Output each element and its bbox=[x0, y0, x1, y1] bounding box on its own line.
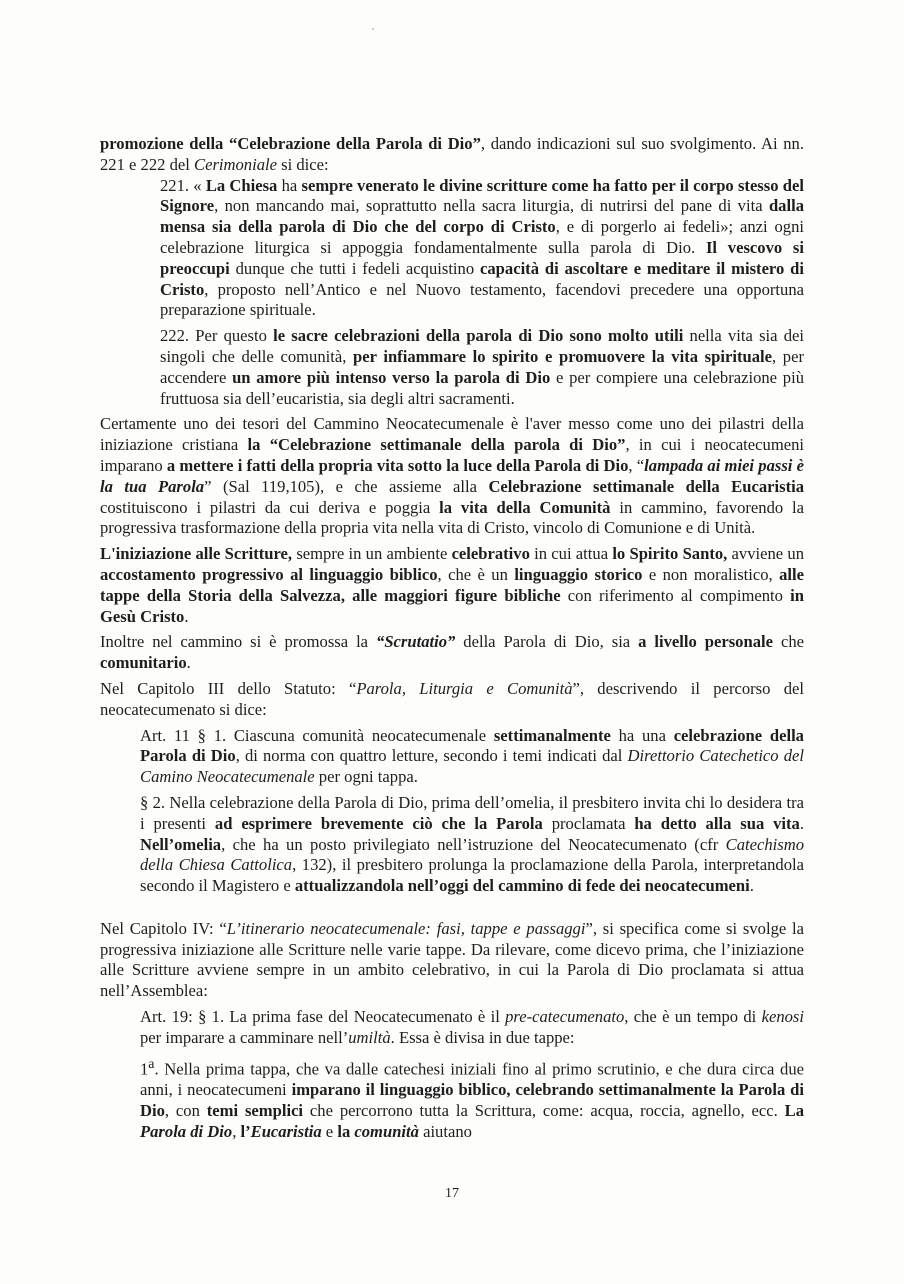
text-run: Cerimoniale bbox=[194, 154, 277, 174]
text-run: . Nella prima tappa, che va dalle catechesi iniziali fino al primo scrutinio, e che dura circa due anni, i neocatecumeni bbox=[140, 1059, 804, 1099]
text-run: § 2. Nella celebrazione della Parola di Dio, prima dell’omelia, il presbitero invita chi lo desidera tra i presenti bbox=[140, 792, 804, 833]
text-run: ”, descrivendo il percorso del neocatecumenato si dice: bbox=[100, 678, 804, 719]
text-run: ad esprimere brevemente ciò che la Parola bbox=[214, 813, 543, 833]
quote-prima-tappa bbox=[140, 1054, 804, 1143]
text-run: a livello personale bbox=[638, 632, 773, 652]
text-run: , non mancando mai, soprattutto nella sacra liturgia, di nutrirsi del pane di vita bbox=[214, 196, 769, 216]
text-run: Parola di Dio bbox=[140, 1121, 233, 1141]
text-run: kenosi bbox=[761, 1007, 804, 1027]
text-run: Certamente uno dei tesori del Cammino Neocatecumenale è l'aver messo come uno dei pilastri della iniziazione cristiana bbox=[100, 414, 804, 455]
text-run: , proposto nell’Antico e nel Nuovo testamento, facendovi precedere una opportuna preparazione spirituale. bbox=[160, 279, 804, 320]
text-run: . bbox=[799, 813, 805, 833]
text-run: costituiscono i pilastri da cui deriva e poggia bbox=[100, 497, 440, 517]
text-run: le sacre celebrazioni della parola di Dio sono molto utili bbox=[273, 326, 684, 346]
text-run: sempre venerato le divine scritture come ha fatto per il corpo stesso del Signore bbox=[160, 175, 804, 216]
text-run: l’ bbox=[240, 1121, 251, 1141]
text-run: lampada ai miei passi è la tua Parola bbox=[100, 455, 804, 496]
paragraph-iniziazione bbox=[100, 544, 804, 627]
text-run: linguaggio storico bbox=[514, 564, 643, 584]
text-run: Art. 11 § 1. Ciascuna comunità neocatecumenale bbox=[140, 725, 494, 745]
text-run: si dice: bbox=[276, 154, 329, 174]
text-run: per ogni tappa. bbox=[314, 767, 418, 787]
text-run: la “Celebrazione settimanale della parola di Dio” bbox=[247, 435, 626, 455]
text-run: Art. 19: § 1. La prima fase del Neocatecumenato è il bbox=[140, 1007, 506, 1027]
text-run: un amore più intenso verso la parola di Dio bbox=[232, 367, 551, 387]
text-run: la vita della Comunità bbox=[439, 497, 611, 517]
text-run: capacità di ascoltare e meditare il mistero di Cristo bbox=[160, 258, 804, 299]
text-run: proclamata bbox=[542, 813, 635, 833]
paragraph-scrutatio bbox=[100, 632, 804, 674]
text-run: Direttorio Catechetico del Camino Neocatecumenale bbox=[140, 746, 804, 787]
text-run: ha una bbox=[610, 725, 674, 745]
text-run: , di norma con quattro letture, secondo i temi indicati dal bbox=[235, 746, 628, 766]
text-run: settimanalmente bbox=[493, 725, 611, 745]
text-run: accostamento progressivo al linguaggio biblico bbox=[100, 564, 438, 584]
paragraph-celebrazione bbox=[100, 414, 804, 539]
text-run: , “ bbox=[628, 455, 645, 475]
text-run: Nell’omelia bbox=[140, 834, 222, 854]
text-run: e bbox=[321, 1121, 338, 1141]
text-run: , 132), il presbitero prolunga la proclamazione della Parola, interpretandola secondo il Magistero e bbox=[140, 855, 804, 896]
text-run: imparano il linguaggio biblico, celebrando settimanalmente la Parola di Dio bbox=[140, 1080, 805, 1120]
text-run: avviene un bbox=[727, 544, 804, 564]
quote-art-11 bbox=[140, 726, 804, 788]
text-run: dalla mensa sia della parola di Dio che del corpo di Cristo bbox=[160, 196, 804, 237]
text-run: Catechismo della Chiesa Cattolica bbox=[140, 834, 804, 875]
text-run: , in cui i neocatecumeni imparano bbox=[100, 435, 805, 475]
text-run: L’itinerario neocatecumenale: fasi, tappe e passaggi bbox=[226, 918, 586, 938]
quote-art-19 bbox=[140, 1007, 804, 1049]
text-run: ha detto alla sua vita bbox=[634, 813, 800, 833]
text-run: , dando indicazioni sul suo svolgimento. Ai nn. 221 e 222 del bbox=[100, 134, 804, 174]
scan-speck bbox=[372, 28, 374, 30]
text-run: . Essa è divisa in due tappe: bbox=[390, 1027, 575, 1047]
quote-221 bbox=[160, 176, 804, 322]
text-run: in cui attua bbox=[529, 544, 613, 564]
text-run: lo Spirito Santo, bbox=[612, 544, 728, 564]
text-run: che percorrono tutta la Scrittura, come: acqua, roccia, agnello, ecc. bbox=[303, 1100, 785, 1120]
text-run: , che è un bbox=[437, 564, 515, 584]
text-run: a bbox=[148, 1055, 155, 1071]
text-run: , bbox=[232, 1121, 241, 1141]
text-run: sempre in un ambiente bbox=[292, 544, 452, 564]
paragraph-capitolo-iii bbox=[100, 679, 804, 721]
text-run: La bbox=[784, 1100, 804, 1120]
text-run: la bbox=[337, 1121, 355, 1141]
text-run: 222. Per questo bbox=[160, 326, 274, 346]
text-run: comunità bbox=[354, 1121, 419, 1141]
text-run: in Gesù Cristo bbox=[100, 585, 804, 626]
text-run: ” (Sal 119,105), e che assieme alla bbox=[204, 476, 489, 496]
text-run: alle tappe della Storia della Salvezza, alle maggiori figure bibliche bbox=[100, 564, 804, 605]
text-run: Parola, Liturgia e Comunità bbox=[356, 678, 573, 698]
text-run: Nel Capitolo III dello Statuto: “ bbox=[100, 678, 357, 698]
text-run: , e di porgerlo ai fedeli»; anzi ogni celebrazione liturgica si appoggia fondamentalmente sulla parola di Dio. bbox=[160, 217, 804, 257]
text-run: . bbox=[184, 606, 189, 626]
text-run: e per compiere una celebrazione più fruttuosa sia dell’eucaristia, sia degli altri sacramenti. bbox=[160, 367, 804, 408]
text-run: Eucaristia bbox=[250, 1121, 322, 1141]
text-run: , che ha un posto privilegiato nell’istruzione del Neocatecumenato (cfr bbox=[221, 834, 726, 854]
text-run: , che è un tempo di bbox=[624, 1007, 762, 1027]
text-run: 1 bbox=[140, 1059, 149, 1079]
text-run: attualizzandola nell’oggi del cammino di fede dei neocatecumeni bbox=[294, 876, 750, 896]
text-run: La Chiesa bbox=[205, 175, 278, 195]
text-run: promozione della “Celebrazione della Parola di Dio” bbox=[100, 134, 481, 153]
text-run: . bbox=[186, 653, 191, 673]
text-run: aiutano bbox=[418, 1121, 472, 1141]
text-run: , per accendere bbox=[160, 346, 804, 387]
quote-art-11-par-2 bbox=[140, 793, 804, 897]
text-run: nella vita sia dei singoli che delle comunità, bbox=[160, 326, 804, 366]
text-run: e non moralistico, bbox=[642, 564, 780, 584]
text-run: “Scrutatio” bbox=[376, 632, 456, 652]
quote-222 bbox=[160, 326, 804, 409]
text-run: celebrativo bbox=[451, 544, 530, 564]
text-run: in cammino, favorendo la progressiva trasformazione della propria vita nella vita di Cristo, vincolo di Comunione e di Unità. bbox=[100, 497, 804, 538]
page-number: 17 bbox=[445, 1186, 459, 1201]
text-run: L'iniziazione alle Scritture, bbox=[100, 544, 293, 564]
text-run: celebrazione della Parola di Dio bbox=[140, 725, 804, 766]
text-run: ha bbox=[277, 175, 302, 195]
text-run: per infiammare lo spirito e promuovere la vita spirituale bbox=[353, 346, 772, 366]
document-page bbox=[100, 134, 804, 1142]
text-run: umiltà bbox=[348, 1027, 391, 1047]
text-run: Celebrazione settimanale della Eucaristia bbox=[488, 476, 805, 496]
text-run: Inoltre nel cammino si è promossa la bbox=[100, 632, 377, 652]
text-run: con riferimento al compimento bbox=[560, 585, 791, 605]
text-run: ”, si specifica come si svolge la progressiva iniziazione alle Scritture nelle varie tappe. Da rilevare, come dicevo prima, che l’iniziazione alle Scritture avviene sempre in un ambito celebrativo, in cui la Parola di Dio proclamata si attua nell’Assemblea: bbox=[100, 918, 804, 1001]
text-run: a mettere i fatti della propria vita sotto la luce della Parola di Dio bbox=[166, 455, 629, 475]
text-run: temi semplici bbox=[206, 1100, 304, 1120]
text-run: 221. « bbox=[160, 175, 206, 195]
text-run: Nel Capitolo IV: “ bbox=[100, 918, 227, 938]
intro-paragraph bbox=[100, 134, 804, 176]
text-run: Il vescovo si preoccupi bbox=[160, 237, 805, 278]
text-run: per imparare a camminare nell’ bbox=[140, 1027, 349, 1047]
paragraph-capitolo-iv bbox=[100, 919, 804, 1002]
text-run: pre-catecumenato bbox=[505, 1007, 625, 1027]
text-run: comunitario bbox=[100, 653, 187, 673]
text-run: dunque che tutti i fedeli acquistino bbox=[229, 258, 481, 278]
text-run: della Parola di Dio, sia bbox=[455, 632, 639, 652]
text-run: che bbox=[772, 632, 804, 652]
text-run: , con bbox=[164, 1100, 207, 1120]
text-run: . bbox=[749, 876, 754, 896]
